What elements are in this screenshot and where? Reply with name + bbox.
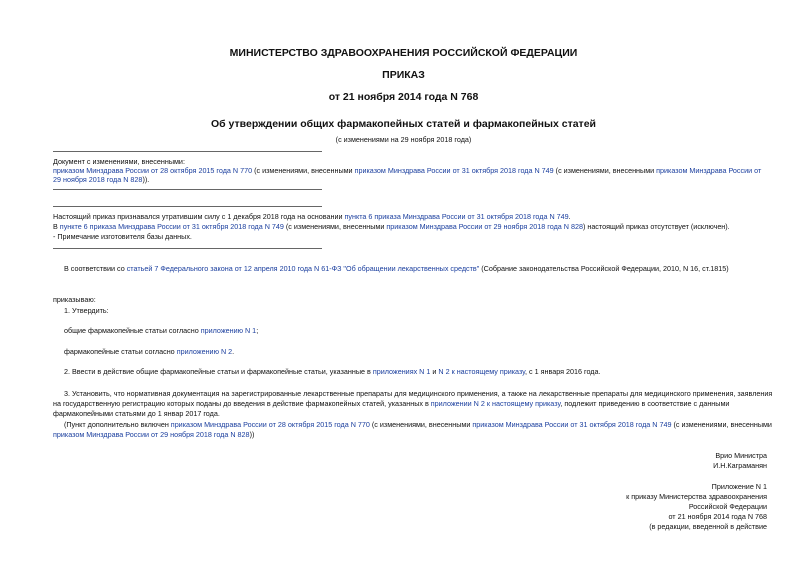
item-1a: общие фармакопейные статьи согласно приложению N 1; <box>64 326 259 335</box>
link-order-749-b[interactable]: приказом Минздрава России от 31 октября 2018 года N 749 <box>472 420 672 429</box>
link-appendix-2-b[interactable]: N 2 к настоящему приказу <box>438 367 526 376</box>
changes-intro: Документ с изменениями, внесенными: <box>53 157 185 166</box>
item-3-line-3: фармакопейными статьями до 1 январ 2017 года. <box>53 409 220 418</box>
appendix-line-2: Российской Федерации <box>688 502 767 511</box>
item-3-note-line-2: приказом Минздрава России от 29 ноября 2018 года N 828)) <box>53 430 255 439</box>
doc-date-heading: от 21 ноября 2014 года N 768 <box>328 91 479 103</box>
link-point-6-order-749[interactable]: пункта 6 приказа Минздрава России от 31 октября 2018 года N 749 <box>344 212 569 221</box>
link-order-770[interactable]: приказом Минздрава России от 28 октября 2015 года N 770 <box>53 166 253 175</box>
item-3-line-1: 3. Установить, что нормативная документация на зарегистрированные лекарственные препараты для медицинского применения, а также на лекарственные препараты для медицинского применения, заявления <box>64 389 773 398</box>
divider <box>53 151 322 152</box>
appendix-line-1: к приказу Министерства здравоохранения <box>626 492 767 501</box>
link-order-828-part1[interactable]: приказом Минздрава России от <box>656 166 762 175</box>
appendix-title: Приложение N 1 <box>711 482 767 491</box>
appendix-line-4: (в редакции, введенной в действие <box>649 522 767 531</box>
link-appendix-1[interactable]: приложению N 1 <box>200 326 257 335</box>
link-order-770-b[interactable]: приказом Минздрава России от 28 октября 2015 года N 770 <box>170 420 370 429</box>
signature-name: И.Н.Каграманян <box>713 461 767 470</box>
link-point-6-order-749-b[interactable]: пункте 6 приказа Минздрава России от 31 октября 2018 года N 749 <box>59 222 284 231</box>
link-order-749[interactable]: приказом Минздрава России от 31 октября 2018 года N 749 <box>354 166 554 175</box>
link-order-828-part2[interactable]: 29 ноября 2018 года N 828 <box>53 175 143 184</box>
link-federal-law-61[interactable]: статьей 7 Федерального закона от 12 апреля 2010 года N 61-ФЗ "Об обращении лекарственных средств" <box>126 264 480 273</box>
invalid-line-2: В пункте 6 приказа Минздрава России от 31 октября 2018 года N 749 (с изменениями, внесенными приказом Минздрава России от 29 ноября 2018 года N 828) настоящий приказ отсутствует (исключен). <box>53 222 730 231</box>
item-1b: фармакопейные статьи согласно приложению N 2. <box>64 347 235 356</box>
divider <box>53 189 322 190</box>
changes-line-2: 29 ноября 2018 года N 828)). <box>53 175 150 184</box>
link-order-828-b[interactable]: приказом Минздрава России от 29 ноября 2018 года N 828 <box>386 222 583 231</box>
item-2: 2. Ввести в действие общие фармакопейные статьи и фармакопейные статьи, указанные в приложениях N 1 и N 2 к настоящему приказу, с 1 января 2016 года. <box>64 367 601 376</box>
item-3-line-2: на государственную регистрацию которых поданы до введения в действие фармакопейных статей, указанных в приложении N 2 к настоящему приказу, подлежит приведению в соответствие с данными <box>53 399 730 408</box>
item-3-note-line-1: (Пункт дополнительно включен приказом Минздрава России от 28 октября 2015 года N 770 (с изменениями, внесенными приказом Минздрава России от 31 октября 2018 года N 749 (с изменениями, внесенными <box>64 420 772 429</box>
db-maker-note: - Примечание изготовителя базы данных. <box>53 232 192 241</box>
divider <box>53 248 322 249</box>
link-order-828-c[interactable]: приказом Минздрава России от 29 ноября 2018 года N 828 <box>53 430 250 439</box>
doc-type-heading: ПРИКАЗ <box>382 69 425 81</box>
order-word: приказываю: <box>53 295 96 304</box>
link-appendix-2[interactable]: приложению N 2 <box>176 347 233 356</box>
doc-subject-heading: Об утверждении общих фармакопейных статей и фармакопейных статей <box>210 118 596 130</box>
item-1: 1. Утвердить: <box>64 306 109 315</box>
appendix-line-3: от 21 ноября 2014 года N 768 <box>668 512 767 521</box>
invalid-line-1: Настоящий приказ признавался утратившим силу с 1 декабря 2018 года на основании пункта 6 приказа Минздрава России от 31 октября 2018 года N 749. <box>53 212 571 221</box>
changes-line-1: приказом Минздрава России от 28 октября 2015 года N 770 (с изменениями, внесенными приказом Минздрава России от 31 октября 2018 года N 749 (с изменениями, внесенными приказом Минздрава России от <box>53 166 762 175</box>
divider <box>53 206 322 207</box>
revision-note: (с изменениями на 29 ноября 2018 года) <box>335 135 472 144</box>
link-appendix-2-c[interactable]: приложении N 2 к настоящему приказу <box>430 399 561 408</box>
link-appendices-1[interactable]: приложениях N 1 <box>372 367 431 376</box>
preamble: В соответствии со статьей 7 Федерального закона от 12 апреля 2010 года N 61-ФЗ "Об обращении лекарственных средств" (Собрание законодательства Российской Федерации, 2010, N 16, ст.1815) <box>64 264 729 273</box>
signature-role: Врио Министра <box>715 451 767 460</box>
ministry-heading: МИНИСТЕРСТВО ЗДРАВООХРАНЕНИЯ РОССИЙСКОЙ ФЕДЕРАЦИИ <box>229 47 578 59</box>
